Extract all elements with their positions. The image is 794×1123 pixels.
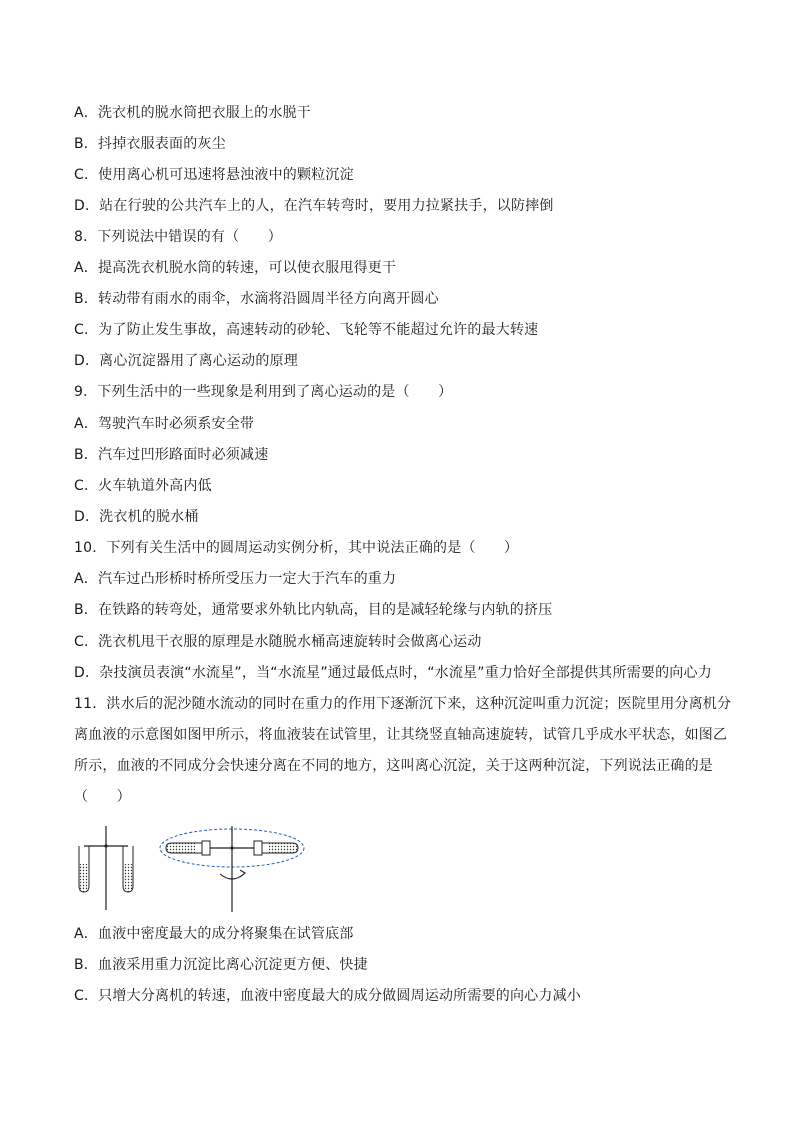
q9-stem: 9．下列生活中的一些现象是利用到了离心运动的是（ ） (74, 384, 453, 400)
q9-option-b: B．汽车过凹形路面时必须减速 (74, 447, 269, 463)
q10-option-c: C．洗衣机甩干衣服的原理是水随脱水桶高速旋转时会做离心运动 (74, 634, 482, 650)
q10-option-a: A．汽车过凸形桥时桥所受压力一定大于汽车的重力 (74, 571, 397, 587)
q11-stem-line-3: 所示，血液的不同成分会快速分离在不同的地方，这叫离心沉淀，关于这两种沉淀，下列说法正确的是 (74, 758, 713, 774)
q8-option-c: C．为了防止发生事故，高速转动的砂轮、飞轮等不能超过允许的最大转速 (74, 322, 539, 338)
figure-jia (79, 826, 133, 910)
q8-option-a: A．提高洗衣机脱水筒的转速，可以使衣服甩得更干 (74, 260, 397, 276)
q7-option-a: A．洗衣机的脱水筒把衣服上的水脱干 (74, 105, 311, 121)
q11-stem-line-4: （ ） (74, 789, 131, 805)
q11-option-b: B．血液采用重力沉淀比离心沉淀更方便、快捷 (74, 957, 368, 973)
q9-option-a: A．驾驶汽车时必须系安全带 (74, 416, 255, 432)
q11-stem-line-1: 11．洪水后的泥沙随水流动的同时在重力的作用下逐渐沉下来，这种沉淀叫重力沉淀；医院里用分离机分 (74, 696, 732, 712)
q10-option-b: B．在铁路的转弯处，通常要求外轨比内轨高，目的是减轻轮缘与内轨的挤压 (74, 602, 553, 618)
q8-option-b: B．转动带有雨水的雨伞，水滴将沿圆周半径方向离开圆心 (74, 291, 439, 307)
figure-yi (160, 826, 304, 912)
q10-option-d: D．杂技演员表演“水流星”，当“水流星”通过最低点时，“水流星”重力恰好全部提供其所需要的向心力 (74, 665, 712, 681)
centrifuge-diagram (70, 824, 320, 920)
q9-option-c: C．火车轨道外高内低 (74, 478, 212, 494)
q8-stem: 8．下列说法中错误的有（ ） (74, 229, 282, 245)
q10-stem: 10．下列有关生活中的圆周运动实例分析，其中说法正确的是（ ） (74, 540, 519, 556)
q8-option-d: D．离心沉淀器用了离心运动的原理 (74, 353, 298, 369)
q7-option-b: B．抖掉衣服表面的灰尘 (74, 136, 226, 152)
q7-option-d: D．站在行驶的公共汽车上的人，在汽车转弯时，要用力拉紧扶手，以防摔倒 (74, 198, 554, 214)
q7-option-c: C．使用离心机可迅速将悬浊液中的颗粒沉淀 (74, 167, 354, 183)
q11-option-c: C．只增大分离机的转速，血液中密度最大的成分做圆周运动所需要的向心力减小 (74, 988, 581, 1004)
q11-option-a: A．血液中密度最大的成分将聚集在试管底部 (74, 926, 354, 942)
q9-option-d: D．洗衣机的脱水桶 (74, 509, 199, 525)
q11-stem-line-2: 离血液的示意图如图甲所示，将血液装在试管里，让其绕竖直轴高速旋转，试管几乎成水平状态，如图乙 (74, 727, 728, 743)
